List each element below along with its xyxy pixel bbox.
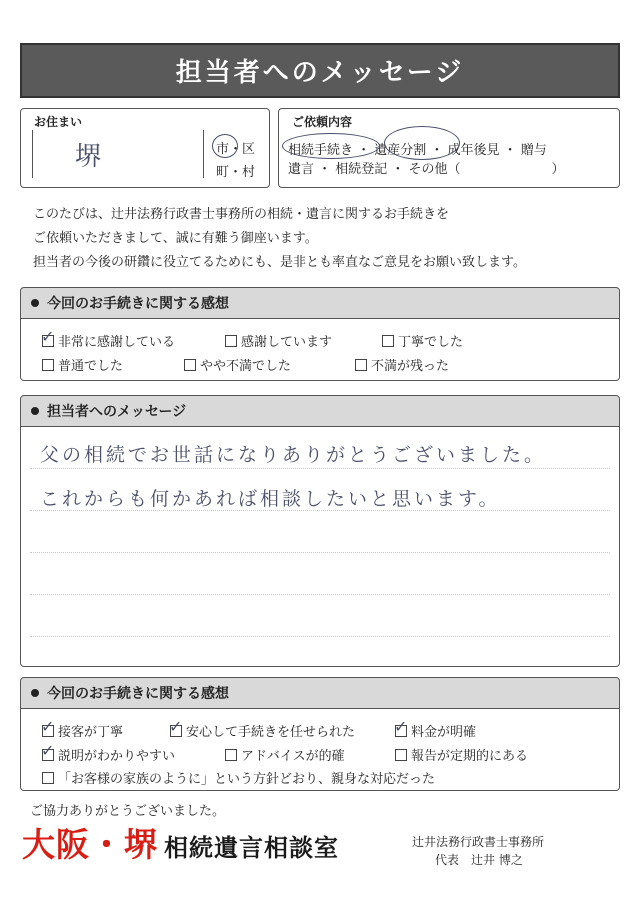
title-banner — [20, 43, 620, 98]
option-label: やや不満でした — [200, 359, 292, 374]
impression1-option[interactable] — [42, 355, 123, 374]
checkbox-icon[interactable] — [41, 740, 55, 761]
option-label: 安心して手続きを任せられた — [186, 725, 356, 740]
checkmark-icon: ✓ — [41, 326, 55, 346]
checkmark-icon: ✓ — [41, 740, 55, 760]
impression2-option[interactable] — [41, 716, 124, 740]
brand-dark: 相続遺言相談室 — [164, 834, 339, 862]
checkmark-icon: ✓ — [41, 716, 55, 736]
checkbox-icon[interactable] — [41, 716, 55, 737]
brand-logo — [22, 820, 339, 876]
bullet-icon — [31, 299, 39, 307]
checkbox-icon[interactable] — [225, 335, 237, 347]
checkbox-icon[interactable] — [42, 772, 54, 784]
address-label: お住まい — [34, 115, 83, 129]
ruled-line — [30, 468, 610, 469]
impression2-option[interactable] — [42, 768, 435, 787]
checkmark-icon: ✓ — [394, 716, 408, 736]
checkmark-icon: ✓ — [169, 716, 183, 736]
option-label: 説明がわかりやすい — [58, 749, 176, 764]
intro-line-1: このたびは、辻井法務行政書士事務所の相続・遺言に関するお手続きを — [33, 207, 450, 222]
city-circle — [212, 134, 238, 158]
representative: 代表 辻井 博之 — [435, 853, 523, 867]
impression2-option[interactable] — [225, 745, 345, 764]
option-label: アドバイスが的確 — [241, 749, 345, 764]
impression1-option[interactable] — [355, 355, 449, 374]
impression2-option[interactable] — [41, 740, 176, 764]
bullet-icon — [31, 407, 39, 415]
message-line-1: 父の相続でお世話になりありがとうございました。 — [40, 444, 547, 466]
impression1-option[interactable] — [382, 331, 463, 350]
checkbox-icon[interactable] — [225, 749, 237, 761]
thanks-text: ご協力ありがとうございました。 — [30, 804, 226, 819]
impression2-header — [20, 677, 620, 709]
ruled-line — [30, 636, 610, 637]
checkbox-icon[interactable] — [42, 359, 54, 371]
checkbox-icon[interactable] — [395, 749, 407, 761]
checkbox-icon[interactable] — [394, 716, 408, 737]
circle-isan — [384, 126, 460, 160]
impression2-option[interactable] — [394, 716, 477, 740]
intro-line-3: 担当者の今後の研鑽に役立てるためにも、是非とも率直なご意見をお願い致します。 — [33, 255, 526, 270]
impression1-option[interactable] — [41, 326, 176, 350]
option-label: 「お客様の家族のように」という方針どおり、親身な対応だった — [58, 772, 436, 787]
option-label: 報告が定期的にある — [411, 749, 529, 764]
option-label: 感謝しています — [241, 335, 333, 350]
impression1-option[interactable] — [184, 355, 291, 374]
ruled-line — [30, 552, 610, 553]
brand-red: 大阪・堺 — [22, 825, 158, 864]
address-value: 堺 — [75, 142, 102, 172]
town-label: 町・村 — [216, 165, 256, 180]
message-line-2: これからも何かあれば相談したいと思います。 — [40, 488, 501, 510]
checkbox-icon[interactable] — [41, 326, 55, 347]
circle-souzoku — [282, 133, 380, 159]
request-line2: 遺言 ・ 相続登記 ・ その他（ ） — [288, 162, 565, 177]
request-label: ご依頼内容 — [292, 115, 353, 129]
ruled-line — [30, 594, 610, 595]
impression1-option[interactable] — [225, 331, 332, 350]
page-title: 担当者へのメッセージ — [175, 58, 465, 88]
option-label: 非常に感謝している — [58, 335, 176, 350]
checkbox-icon[interactable] — [355, 359, 367, 371]
bullet-icon — [31, 689, 39, 697]
request-line1: 相続手続き ・ 遺産分割 ・ 成年後見 ・ 贈与 — [288, 143, 547, 158]
checkbox-icon[interactable] — [169, 716, 183, 737]
impression1-header — [20, 287, 620, 319]
office-name: 辻井法務行政書士事務所 — [412, 835, 545, 849]
checkbox-icon[interactable] — [184, 359, 196, 371]
impression2-option[interactable] — [395, 745, 528, 764]
message-heading: 担当者へのメッセージ — [47, 404, 187, 420]
option-label: 不満が残った — [371, 359, 450, 374]
checkbox-icon[interactable] — [382, 335, 394, 347]
impression2-option[interactable] — [169, 716, 356, 740]
message-header — [20, 395, 620, 427]
option-label: 接客が丁寧 — [58, 725, 124, 740]
option-label: 料金が明確 — [411, 725, 477, 740]
intro-line-2: ご依頼いただきまして、誠に有難う御座います。 — [33, 231, 318, 246]
option-label: 丁寧でした — [398, 335, 464, 350]
address-bracket — [32, 130, 204, 178]
city-label: 市・区 — [216, 142, 256, 157]
option-label: 普通でした — [58, 359, 124, 374]
impression2-heading: 今回のお手続きに関する感想 — [47, 686, 229, 702]
impression1-heading: 今回のお手続きに関する感想 — [47, 296, 229, 312]
